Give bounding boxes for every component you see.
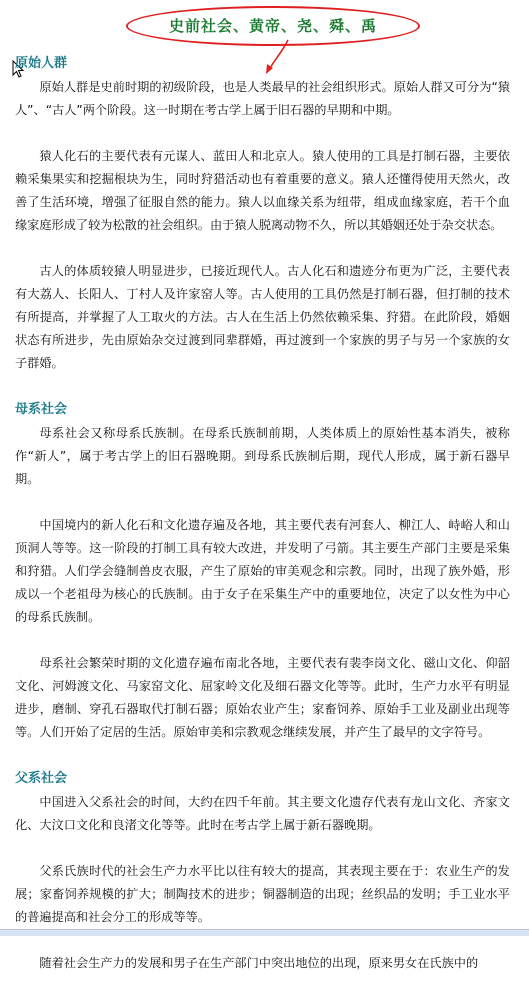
paragraph: 中国进入父系社会的时间，大约在四千年前。其主要文化遗存代表有龙山文化、齐家文化、大汶口文化和良渚文化等等。此时在考古学上属于新石器晚期。 [15,795,510,832]
paragraph: 母系社会繁荣时期的文化遗存遍布南北各地，主要代表有裴李岗文化、磁山文化、仰韶文化、河姆渡文化、马家窑文化、屈家岭文化及细石器文化等等。此时，生产力水平有明显进步，磨制、穿孔石器取代打制石器；原始农业产生；家畜饲养、原始手工业及副业出现等等。人们开始了定居的生活。原始审美和宗教观念继续发展，并产生了最早的文字符号。 [15,656,510,739]
document-title: 史前社会、黄帝、尧、舜、禹 [168,17,377,35]
paragraph: 父系氏族时代的社会生产力水平比以往有较大的提高，其表现主要在于：农业生产的发展；家畜饲养规模的扩大；制陶技术的进步；铜器制造的出现；丝织品的发明；手工业水平的普遍提高和社会分工的形成等等。 [15,864,510,924]
paragraph: 随着社会生产力的发展和男子在生产部门中突出地位的出现，原来男女在氏族中的 [39,956,479,970]
paragraph: 古人的体质较猿人明显进步，已接近现代人。古人化石和遗迹分布更为广泛，主要代表有大荔人、长阳人、丁村人及许家窑人等。古人使用的工具仍然是打制石器，但打制的技术有所提高，并掌握了人工取火的方法。古人在生活上仍然依赖采集、狩猎。在此阶段，婚姻状态有所进步，先由原始杂交过渡到同辈群婚，再过渡到一个家族的男子与另一个家族的女子群婚。 [15,264,510,370]
paragraph: 母系社会又称母系氏族制。在母系氏族制前期，人类体质上的原始性基本消失，被称作“新人”，属于考古学上的旧石器晚期。到母系氏族制后期，现代人形成，属于新石器早期。 [15,426,510,486]
paragraph: 中国境内的新人化石和文化遗存遍及各地，其主要代表有河套人、柳江人、峙峪人和山顶洞人等等。这一阶段的打制工具有较大改进，并发明了弓箭。其主要生产部门主要是采集和狩猎。人们学会缝制兽皮衣服，产生了原始的审美观念和宗教。同时，出现了族外婚，形成以一个老祖母为核心的氏族制。由于女子在采集生产中的重要地位，决定了以女性为中心的母系氏族制。 [15,518,510,624]
paragraph: 原始人群是史前时期的初级阶段，也是人类最早的社会组织形式。原始人群又可分为“猿人”、“古人”两个阶段。这一时期在考古学上属于旧石器的早期和中期。 [15,80,510,117]
paragraph: 猿人化石的主要代表有元谋人、蓝田人和北京人。猿人使用的工具是打制石器，主要依赖采集果实和挖掘根块为生，同时狩猎活动也有着重要的意义。猿人还懂得使用天然火，改善了生活环境，增强了征服自然的能力。猿人以血缘关系为纽带，组成血缘家庭，若干个血缘家庭形成了较为松散的社会组织。由于猿人脱离动物不久，所以其婚姻还处于杂交状态。 [15,149,510,232]
window-bottom-edge [0,929,529,936]
section-heading-matriarchal: 母系社会 [15,402,68,417]
document-body [15,52,510,998]
section-heading-patriarchal: 父系社会 [15,771,68,786]
section-heading-primitive: 原始人群 [15,56,68,71]
